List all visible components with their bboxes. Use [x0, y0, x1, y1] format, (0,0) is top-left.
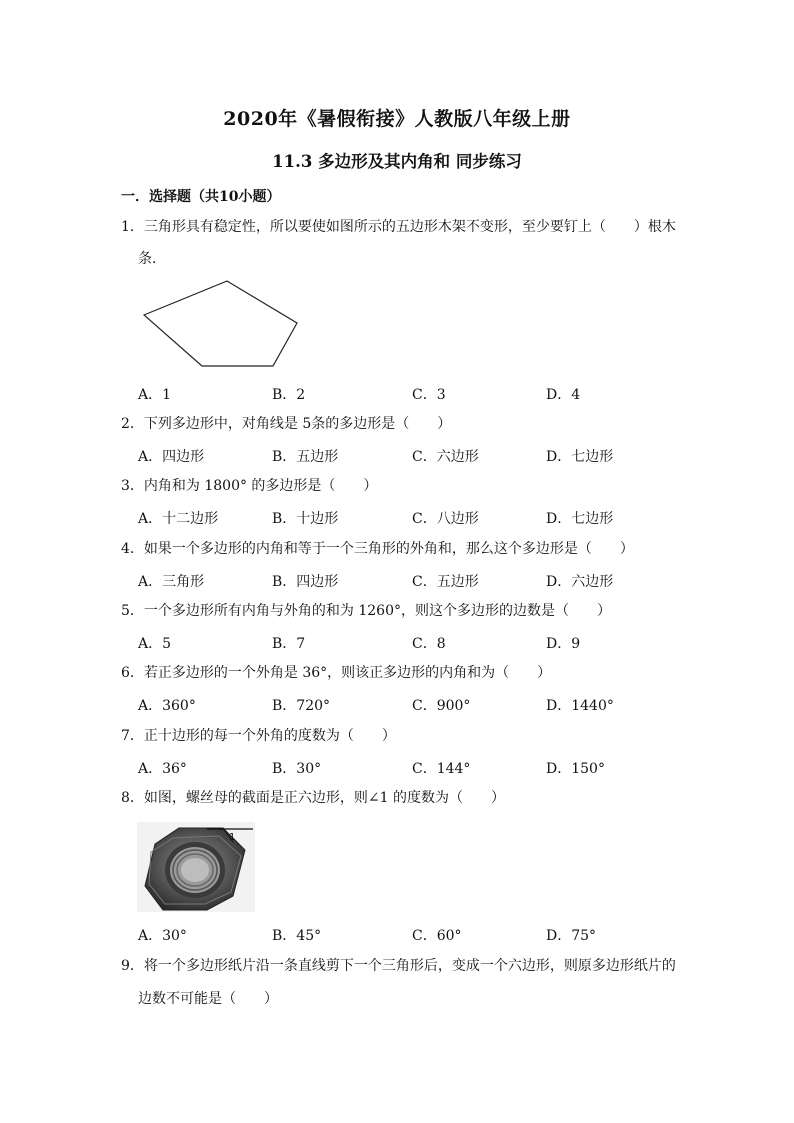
option-d[interactable]: D．9	[546, 636, 581, 652]
question-5-text: 5．一个多边形所有内角与外角的和为 1260°，则这个多边形的边数是（ ）	[121, 603, 611, 619]
option-b[interactable]: B．四边形	[272, 574, 339, 590]
option-b[interactable]: B．45°	[272, 928, 322, 944]
section-heading: 一．选择题（共10小题）	[121, 189, 281, 205]
option-c[interactable]: C．五边形	[412, 574, 479, 590]
question-3-options	[138, 508, 698, 528]
option-c[interactable]: C．60°	[412, 928, 462, 944]
option-a[interactable]: A．360°	[138, 698, 196, 714]
option-a[interactable]: A．十二边形	[138, 511, 219, 527]
question-2-text: 2．下列多边形中，对角线是 5条的多边形是（ ）	[121, 416, 452, 432]
option-a[interactable]: A．1	[138, 387, 172, 403]
option-d[interactable]: D．六边形	[546, 574, 614, 590]
option-c[interactable]: C．八边形	[412, 511, 479, 527]
question-2-options	[138, 446, 698, 466]
question-8-text: 8．如图，螺丝母的截面是正六边形，则∠1 的度数为（ ）	[121, 790, 505, 806]
option-b[interactable]: B．7	[272, 636, 306, 652]
option-a[interactable]: A．三角形	[138, 574, 205, 590]
question-3-text: 3．内角和为 1800° 的多边形是（ ）	[121, 478, 378, 494]
option-b[interactable]: B．十边形	[272, 511, 339, 527]
document-subtitle: 11.3 多边形及其内角和 同步练习	[272, 152, 522, 171]
option-c[interactable]: C．900°	[412, 698, 471, 714]
question-9-text: 9．将一个多边形纸片沿一条直线剪下一个三角形后，变成一个六边形，则原多边形纸片的	[121, 958, 676, 974]
option-b[interactable]: B．五边形	[272, 449, 339, 465]
question-4-text: 4．如果一个多边形的内角和等于一个三角形的外角和，那么这个多边形是（ ）	[121, 541, 634, 557]
option-d[interactable]: D．4	[546, 387, 581, 403]
option-c[interactable]: C．3	[412, 387, 446, 403]
question-7-options	[138, 758, 698, 778]
question-4-options	[138, 571, 698, 591]
question-7-text: 7．正十边形的每一个外角的度数为（ ）	[121, 728, 396, 744]
question-5-options	[138, 633, 698, 653]
pentagon-figure	[140, 278, 302, 370]
option-a[interactable]: A．36°	[138, 761, 187, 777]
option-a[interactable]: A．5	[138, 636, 172, 652]
option-d[interactable]: D．七边形	[546, 511, 614, 527]
question-1-options	[138, 384, 698, 404]
question-8-options	[138, 925, 698, 945]
hex-nut-photo	[137, 822, 255, 912]
angle-label: 1	[229, 832, 236, 843]
option-b[interactable]: B．2	[272, 387, 306, 403]
question-6-text: 6．若正多边形的一个外角是 36°，则该正多边形的内角和为（ ）	[121, 665, 552, 681]
option-b[interactable]: B．30°	[272, 761, 322, 777]
option-d[interactable]: D．75°	[546, 928, 597, 944]
document-title: 2020年《暑假衔接》人教版八年级上册	[223, 108, 571, 130]
option-d[interactable]: D．150°	[546, 761, 605, 777]
option-c[interactable]: C．144°	[412, 761, 471, 777]
option-b[interactable]: B．720°	[272, 698, 331, 714]
option-c[interactable]: C．8	[412, 636, 446, 652]
question-1-text: 1．三角形具有稳定性，所以要使如图所示的五边形木架不变形，至少要钉上（ ）根木	[121, 219, 676, 235]
option-c[interactable]: C．六边形	[412, 449, 479, 465]
question-6-options	[138, 695, 698, 715]
option-d[interactable]: D．七边形	[546, 449, 614, 465]
option-d[interactable]: D．1440°	[546, 698, 614, 714]
question-9-continuation: 边数不可能是（ ）	[138, 991, 278, 1007]
option-a[interactable]: A．四边形	[138, 449, 205, 465]
question-1-continuation: 条．	[138, 251, 166, 267]
option-a[interactable]: A．30°	[138, 928, 187, 944]
